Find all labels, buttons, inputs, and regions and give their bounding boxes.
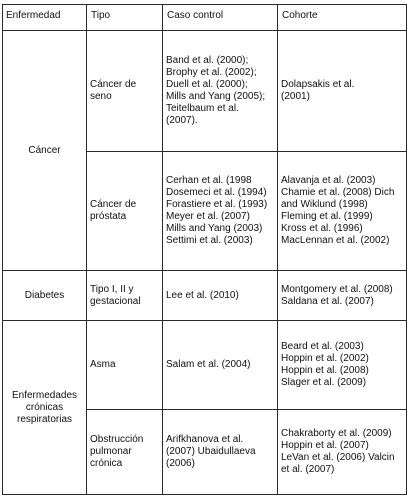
cell-tipo	[87, 271, 163, 321]
epidemiology-table	[2, 4, 407, 495]
cell-cohorte	[278, 271, 407, 321]
table-row	[3, 271, 407, 321]
header-tipo: Tipo	[87, 5, 163, 31]
header-caso-control: Caso control	[163, 5, 278, 31]
cell-tipo	[87, 31, 163, 152]
cell-tipo	[87, 152, 163, 271]
cell-tipo-text: Obstrucción pulmonar crónica	[90, 434, 144, 469]
cell-enfermedad: Cáncer	[3, 31, 87, 271]
cell-enfermedad: Diabetes	[3, 271, 87, 321]
cell-tipo: Asma	[87, 321, 163, 410]
cell-caso-control	[163, 152, 278, 271]
cell-caso-control	[163, 271, 278, 321]
cell-tipo-text: Cáncer de seno	[90, 79, 137, 102]
cell-cohorte-text: Chakraborty et al. (2009) Hoppin et al. (2007) LeVan et al. (2006) Valcin et al. (2007)	[281, 428, 395, 475]
table-row	[3, 321, 407, 410]
cell-cohorte-text: Dolapsakis et al. (2001)	[281, 79, 355, 102]
cell-caso-control-text: Salam et al. (2004)	[166, 359, 251, 370]
cell-cohorte	[278, 410, 407, 495]
cell-cohorte-text: Alavanja et al. (2003) Chamie et al. (2008) Dich and Wiklund (1998) Fleming et al. (1999) Kross et al. (1996) MacLennan et al. (2002)	[281, 175, 395, 246]
cell-caso-control-text: Cerhan et al. (1998 Dosemeci et al. (1994) Forastiere et al. (1993) Meyer et al. (2007) Mills and Yang (2003) Settimi et al. (2003)	[166, 175, 268, 246]
cell-caso-control-text: Band et al. (2000); Brophy et al. (2002); Duell et al. (2000); Mills and Yang (2005); Teitelbaum et al. (2007).	[166, 55, 266, 126]
cell-cohorte-text: Beard et al. (2003) Hoppin et al. (2002) Hoppin et al. (2008) Slager et al. (2009)	[281, 341, 369, 388]
table-row	[3, 31, 407, 152]
cell-tipo	[87, 410, 163, 495]
header-enfermedad: Enfermedad	[3, 5, 87, 31]
cell-caso-control-text: Lee et al. (2010)	[166, 289, 239, 301]
header-cohorte: Cohorte	[278, 5, 407, 31]
cell-tipo-text: Cáncer de próstata	[90, 199, 137, 222]
cell-caso-control-text: Arifkhanova et al. (2007) Ubaidullaeva (2006)	[166, 434, 256, 469]
cell-cohorte	[278, 321, 407, 410]
cell-tipo-text: Tipo I, II y gestacional	[90, 283, 141, 307]
cell-caso-control	[163, 31, 278, 152]
cell-cohorte-text: Montgomery et al. (2008) Saldana et al. (2007)	[281, 283, 393, 307]
cell-cohorte	[278, 152, 407, 271]
cell-caso-control	[163, 321, 278, 410]
cell-enfermedad: Enfermedades crónicas respiratorias	[3, 321, 87, 495]
cell-cohorte	[278, 31, 407, 152]
header-row	[3, 5, 407, 31]
cell-caso-control	[163, 410, 278, 495]
